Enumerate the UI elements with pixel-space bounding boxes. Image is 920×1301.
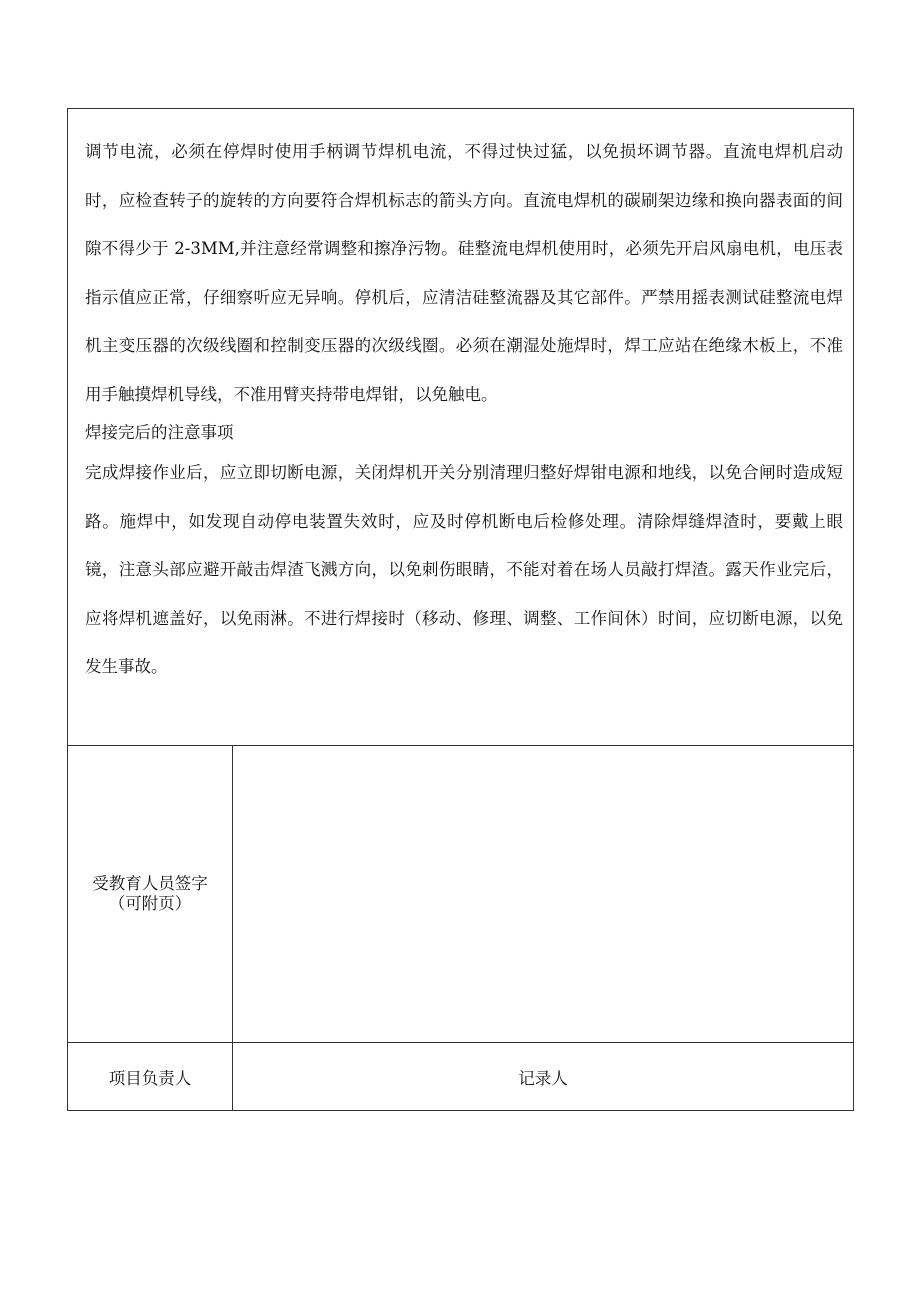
recorder-label: 记录人	[518, 1068, 568, 1088]
signature-row	[68, 746, 854, 1043]
project-manager-label: 项目负责人	[108, 1068, 192, 1088]
signature-label: 受教育人员签字	[92, 874, 208, 893]
after-welding-paragraph: 完成焊接作业后，应立即切断电源，关闭焊机开关分别清理归整好焊钳电源和地线，以免合闸时造成短路。施焊中，如发现自动停电装置失效时，应及时停机断电后检修处理。清除焊缝焊渣时，要戴上眼镜，注意头部应避开敲击焊渣飞溅方向，以免刺伤眼睛，不能对着在场人员敲打焊渣。露天作业完后，应将焊机遮盖好，以免雨淋。不进行焊接时（移动、修理、调整、工作间休）时间，应切断电源，以免发生事故。	[85, 463, 844, 676]
welding-operation-paragraph: 调节电流，必须在停焊时使用手柄调节焊机电流，不得过快过猛，以免损坏调节器。直流电焊机启动时，应检查转子的旋转的方向要符合焊机标志的箭头方向。直流电焊机的碳刷架边缘和换向器表面的间隙不得少于 2-3MM,并注意经常调整和擦净污物。硅整流电焊机使用时，必须先开启风扇电机，电压表指示值应正常，仔细察听应无异响。停机后，应清洁硅整流器及其它部件。严禁用摇表测试硅整流电焊机主变压器的次级线圈和控制变压器的次级线圈。必须在潮湿处施焊时，焊工应站在绝缘木板上，不准用手触摸焊机导线，不准用臂夹持带电焊钳，以免触电。	[85, 142, 844, 404]
content-row	[68, 109, 854, 746]
content-cell	[68, 109, 854, 746]
signature-label-cell	[68, 746, 233, 1043]
content-body	[68, 109, 853, 692]
signature-note: （可附页）	[108, 894, 192, 913]
recorder-cell[interactable]	[233, 1043, 854, 1111]
section-heading: 焊接完后的注意事项	[85, 423, 234, 442]
safety-education-record-table	[67, 108, 854, 1111]
signature-area[interactable]	[233, 746, 854, 1043]
project-manager-cell	[68, 1043, 233, 1111]
footer-row	[68, 1043, 854, 1111]
